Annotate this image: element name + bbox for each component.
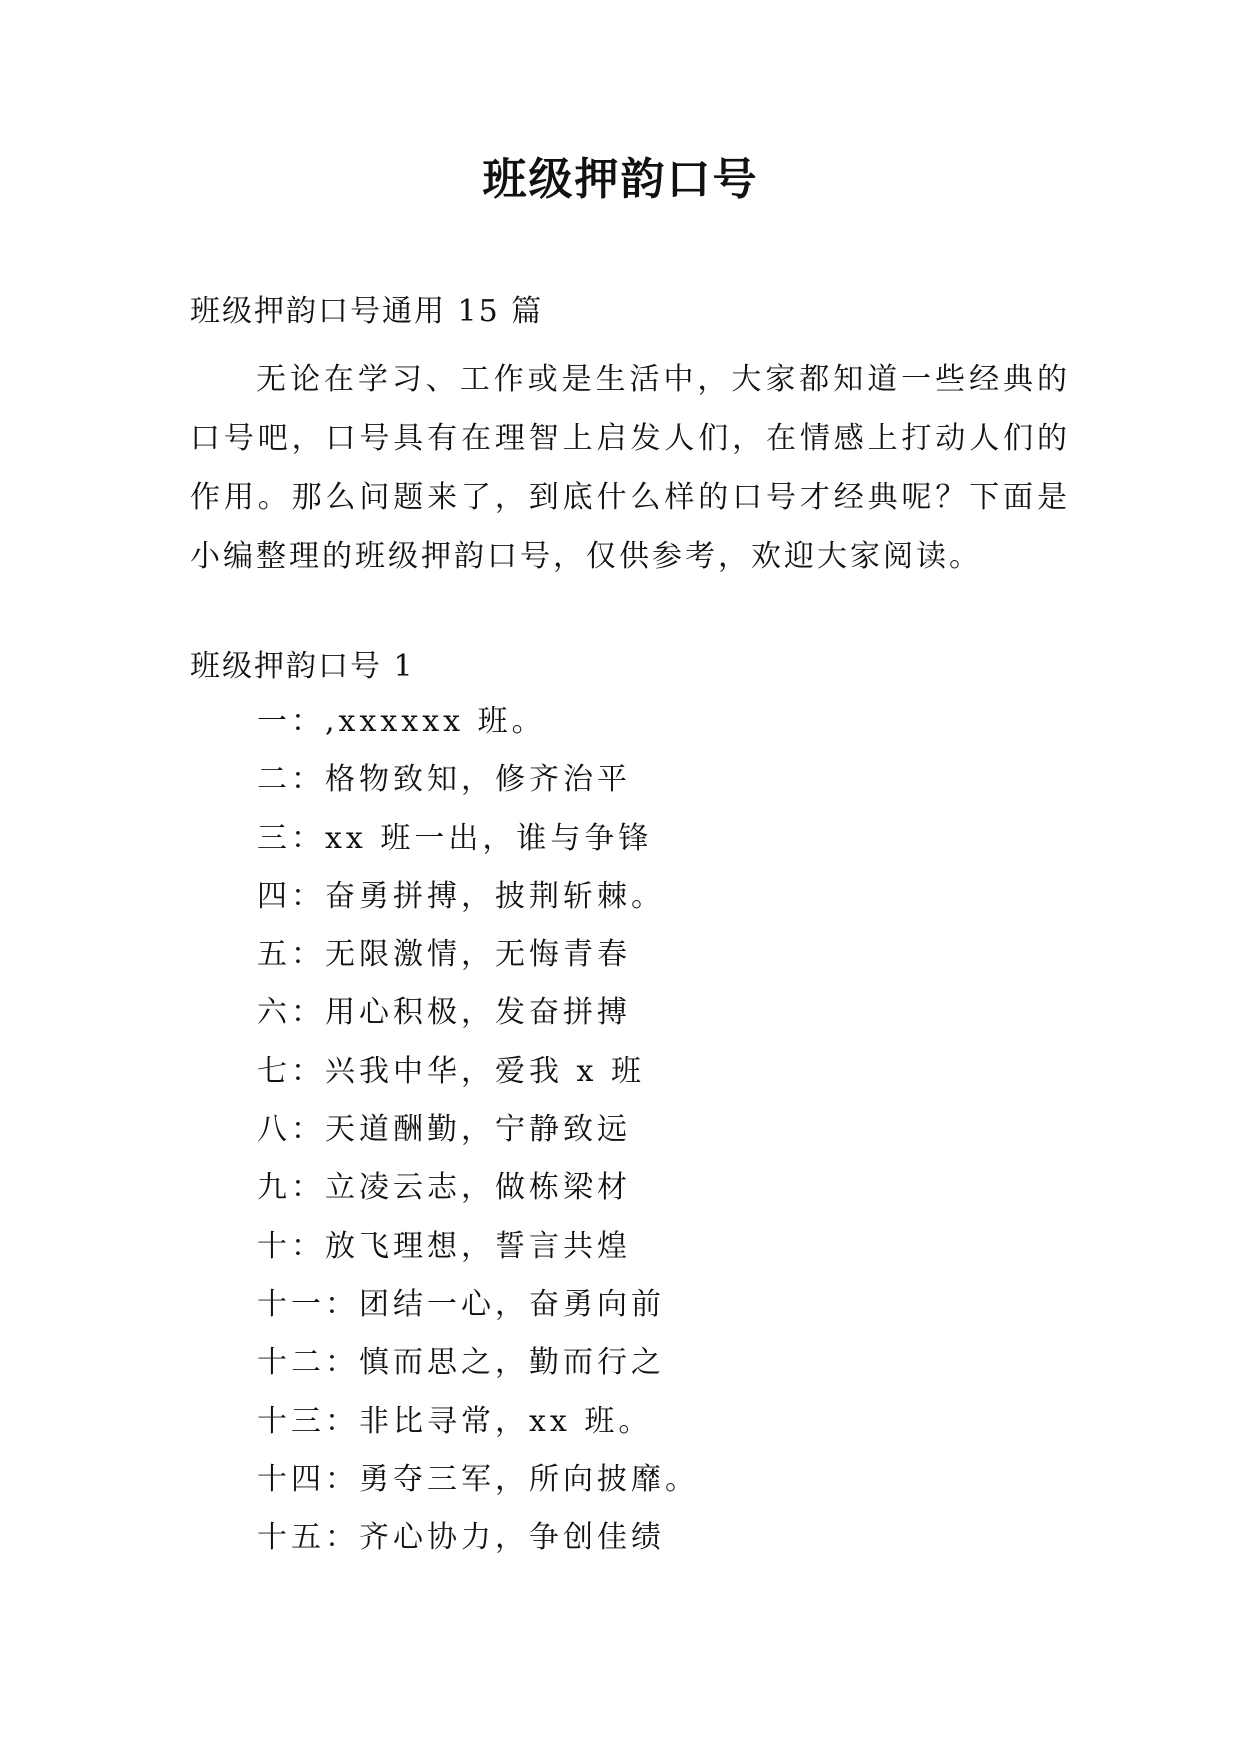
document-subtitle: 班级押韵口号通用 15 篇	[190, 294, 544, 329]
section-heading: 班级押韵口号 1	[190, 649, 415, 684]
page-title: 班级押韵口号	[482, 154, 759, 205]
slogan-item: 五：无限激情，无悔青春	[257, 937, 631, 973]
slogan-item: 八：天道酬勤，宁静致远	[257, 1112, 631, 1148]
slogan-item: 三：xx 班一出，谁与争锋	[257, 820, 653, 856]
intro-paragraph: 无论在学习、工作或是生活中，大家都知道一些经典的口号吧，口号具有在理智上启发人们，在情感上打动人们的作用。那么问题来了，到底什么样的口号才经典呢？下面是小编整理的班级押韵口号，仅供参考，欢迎大家阅读。	[190, 362, 1070, 574]
slogan-item: 四：奋勇拼搏，披荆斩棘。	[257, 878, 665, 914]
slogan-item: 十一：团结一心，奋勇向前	[257, 1286, 665, 1322]
slogan-item: 十四：勇夺三军，所向披靡。	[257, 1461, 699, 1497]
slogan-item: 十二：慎而思之，勤而行之	[257, 1345, 665, 1381]
slogan-item: 十三：非比寻常，xx 班。	[257, 1403, 653, 1439]
slogan-item: 九：立凌云志，做栋梁材	[257, 1170, 631, 1206]
slogan-list	[257, 700, 699, 1574]
slogan-item: 一：,xxxxxx 班。	[257, 704, 546, 739]
slogan-item: 七：兴我中华，爱我 x 班	[257, 1053, 645, 1089]
slogan-item: 十：放飞理想，誓言共煌	[257, 1228, 631, 1264]
slogan-item: 六：用心积极，发奋拼搏	[257, 995, 631, 1031]
slogan-item: 十五：齐心协力，争创佳绩	[257, 1520, 665, 1556]
slogan-item: 二：格物致知，修齐治平	[257, 762, 631, 798]
